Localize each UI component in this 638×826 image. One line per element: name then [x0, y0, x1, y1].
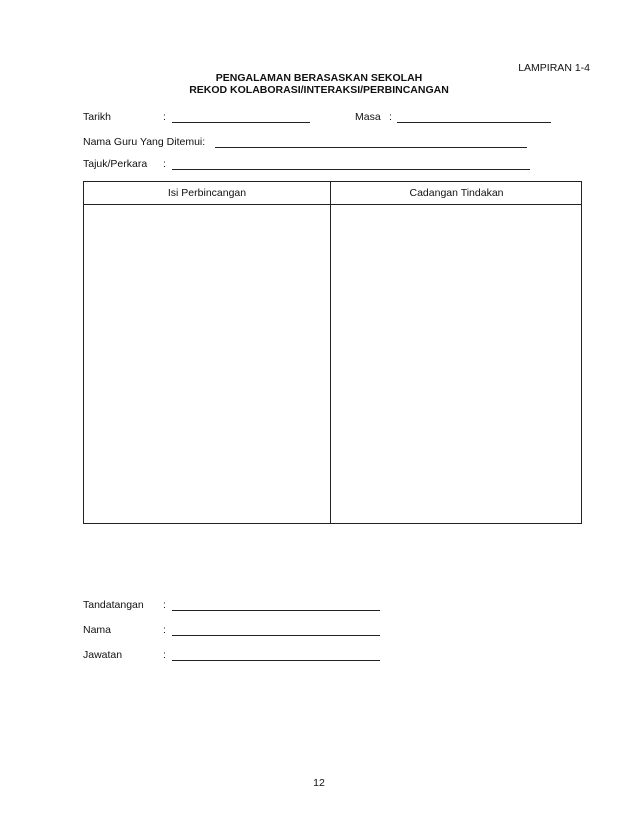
- signature-field[interactable]: [172, 610, 380, 611]
- topic-label: Tajuk/Perkara: [83, 158, 148, 170]
- appendix-label: LAMPIRAN 1-4: [518, 62, 590, 74]
- date-label: Tarikh: [83, 111, 112, 123]
- date-field[interactable]: [172, 122, 310, 123]
- topic-colon: :: [163, 158, 166, 170]
- name-label: Nama: [83, 624, 112, 636]
- page-title: PENGALAMAN BERASASKAN SEKOLAH: [215, 72, 423, 84]
- column-header-discussion: Isi Perbincangan: [167, 187, 247, 199]
- discussion-table: [83, 181, 582, 524]
- position-colon: :: [163, 649, 166, 661]
- teacher-label: Nama Guru Yang Ditemui:: [83, 136, 206, 148]
- action-suggestion-cell[interactable]: [331, 205, 581, 523]
- date-colon: :: [163, 111, 166, 123]
- time-field[interactable]: [397, 122, 551, 123]
- name-field[interactable]: [172, 635, 380, 636]
- name-colon: :: [163, 624, 166, 636]
- time-label: Masa: [355, 111, 381, 123]
- signature-colon: :: [163, 599, 166, 611]
- discussion-content-cell[interactable]: [84, 205, 330, 523]
- column-header-action: Cadangan Tindakan: [409, 187, 504, 199]
- page-number: 12: [313, 777, 325, 789]
- page-subtitle: REKOD KOLABORASI/INTERAKSI/PERBINCANGAN: [189, 84, 449, 96]
- position-label: Jawatan: [83, 649, 123, 661]
- time-colon: :: [389, 111, 392, 123]
- signature-label: Tandatangan: [83, 599, 144, 611]
- position-field[interactable]: [172, 660, 380, 661]
- topic-field[interactable]: [172, 169, 530, 170]
- teacher-field[interactable]: [215, 147, 527, 148]
